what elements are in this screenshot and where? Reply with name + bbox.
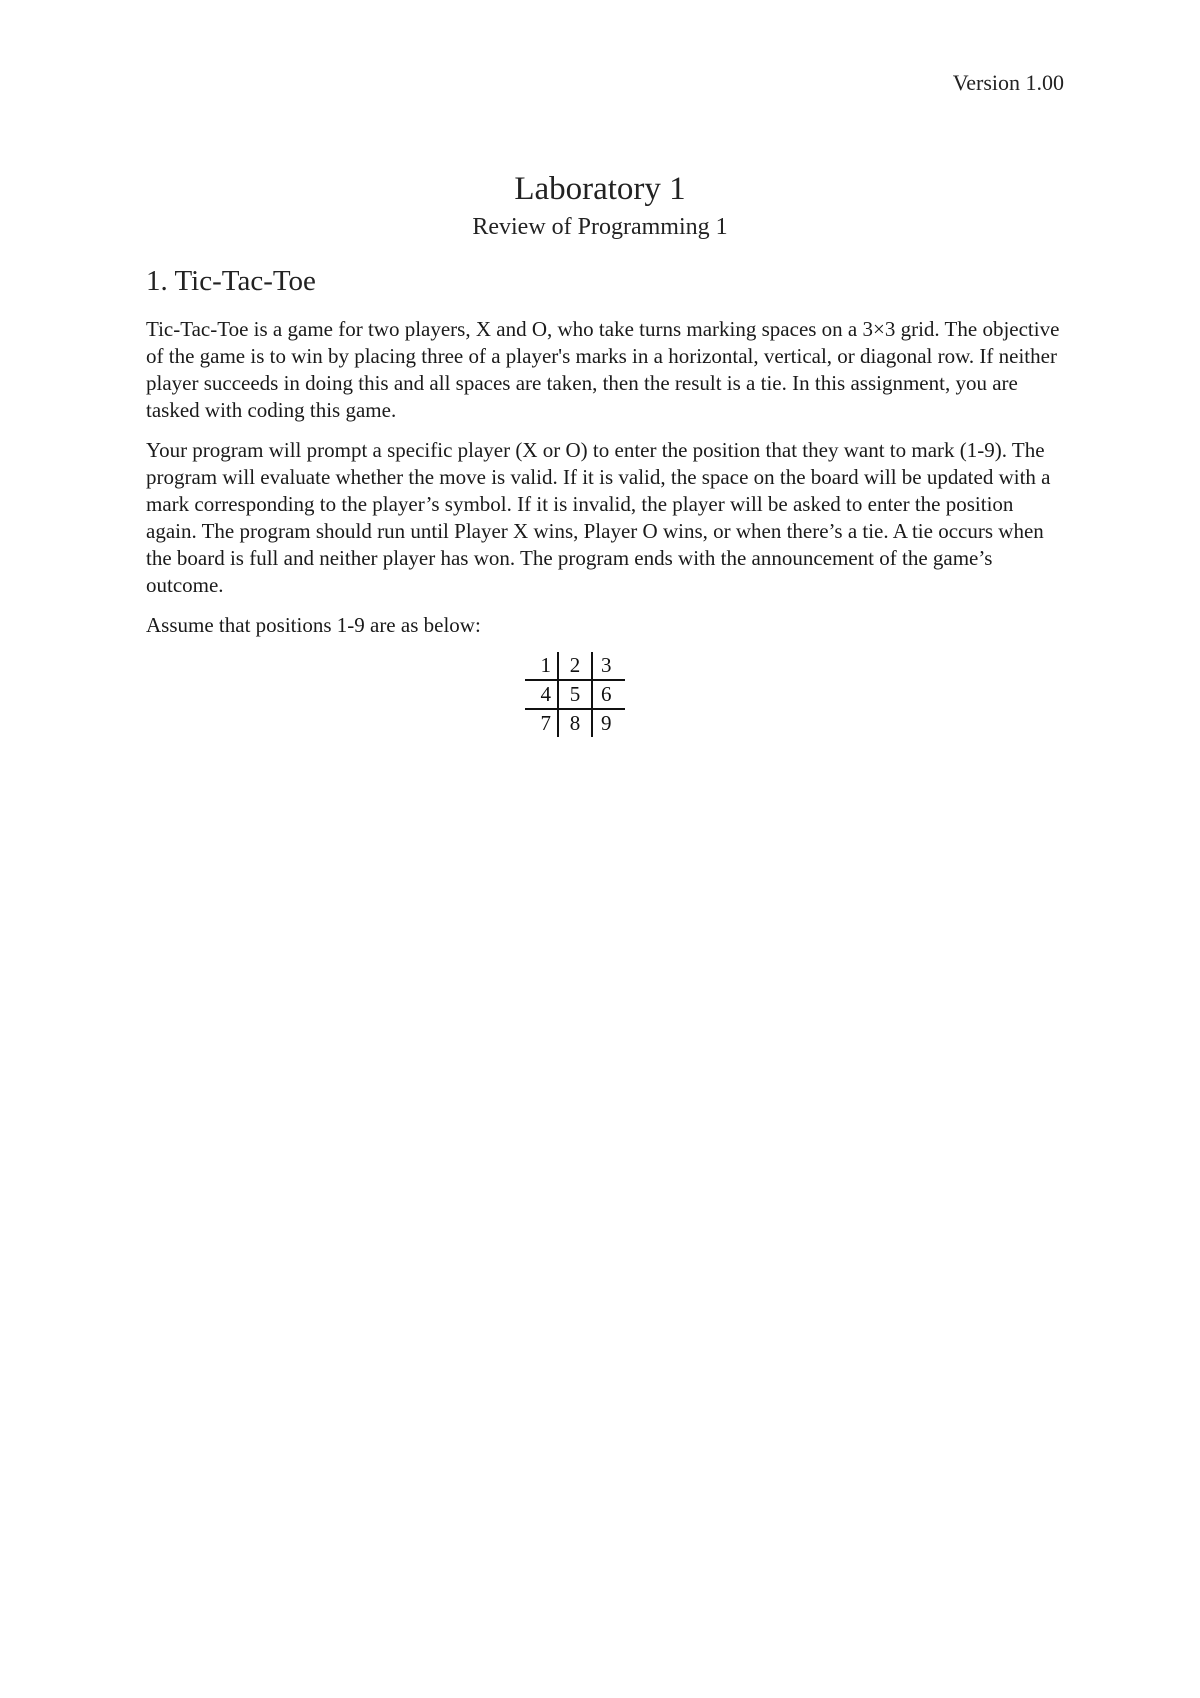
- grid-row: [525, 709, 625, 737]
- paragraph-program: Your program will prompt a specific player (X or O) to enter the position that they want to mark (1-9). The program will evaluate whether the move is valid. If it is valid, the space on the board will be updated with a mark corresponding to the player’s symbol. If it is invalid, the player will be asked to enter the position again. The program should run until Player X wins, Player O wins, or when there’s a tie. A tie occurs when the board is full and neither player has won. The program ends with the announcement of the game’s outcome.: [146, 438, 1051, 597]
- document-title: Laboratory 1: [514, 171, 686, 207]
- grid-cell-3: 3: [592, 652, 625, 680]
- paragraph-positions: Assume that positions 1-9 are as below:: [146, 613, 481, 637]
- grid-row: [525, 652, 625, 680]
- document-subtitle: Review of Programming 1: [472, 213, 728, 240]
- grid-cell-9: 9: [601, 711, 612, 735]
- grid-cell-8: 8: [558, 709, 592, 737]
- grid-cell-5: 5: [558, 680, 592, 709]
- grid-cell-2: 2: [558, 652, 592, 680]
- section-heading: 1. Tic-Tac-Toe: [146, 265, 316, 297]
- grid-cell-4: 4: [525, 680, 558, 709]
- grid-cell-6: 6: [592, 680, 625, 709]
- grid-cell-1: 1: [525, 652, 558, 680]
- paragraph-intro: Tic-Tac-Toe is a game for two players, X and O, who take turns marking spaces on a 3×3 grid. The objective of the game is to win by placing three of a player's marks in a horizontal, vertical, or diagonal row. If neither player succeeds in doing this and all spaces are taken, then the result is a tie. In this assignment, you are tasked with coding this game.: [146, 317, 1060, 422]
- section-content: [146, 265, 1066, 737]
- grid-cell-7: 7: [540, 711, 551, 735]
- position-grid-wrapper: [84, 652, 1066, 737]
- position-grid: [525, 652, 625, 737]
- grid-row: [525, 680, 625, 709]
- title-block: [0, 170, 1200, 241]
- version-label: Version 1.00: [952, 70, 1064, 95]
